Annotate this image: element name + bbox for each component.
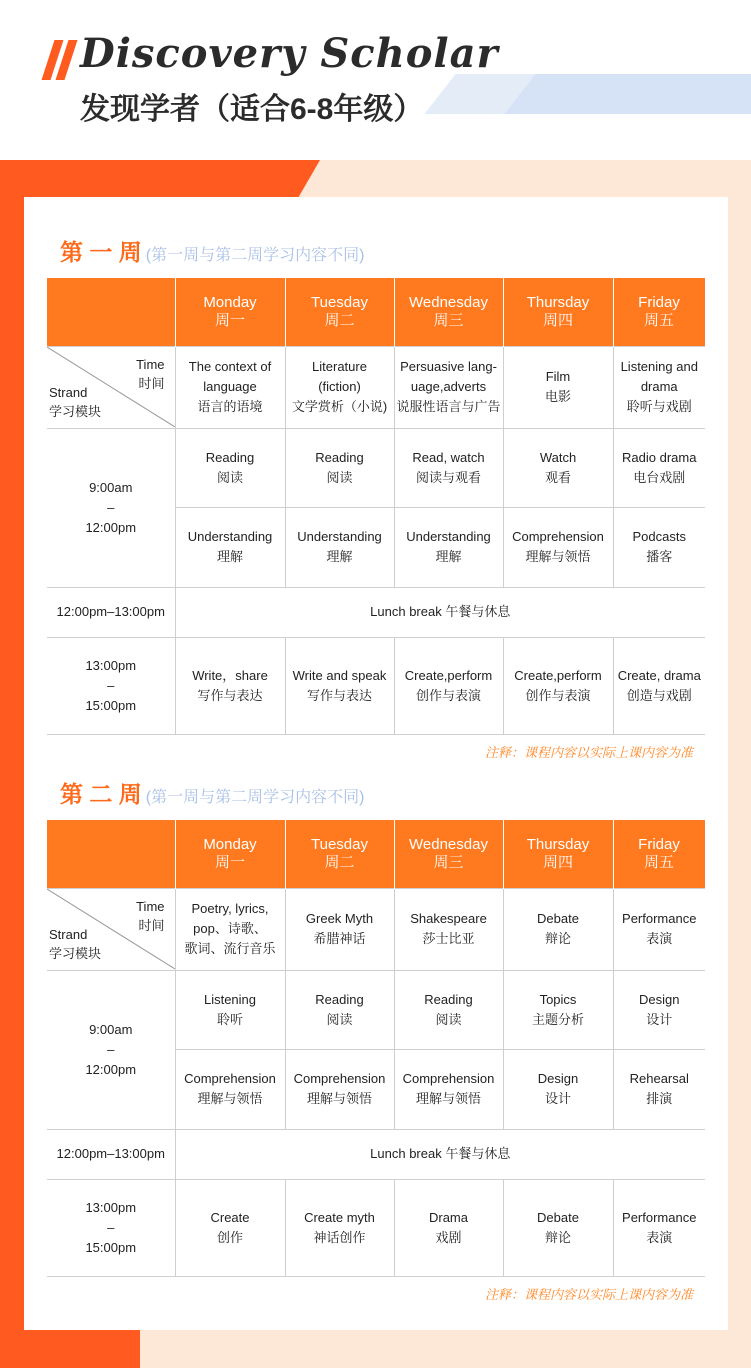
day-header-thursday [503,278,613,346]
cell-line: Understanding [187,529,273,544]
strand-row [47,888,705,970]
cell-line: 阅读 [326,469,353,485]
cell-line: 辩论 [544,931,571,946]
day-cn: 周二 [324,853,355,871]
day-en: Monday [203,293,257,311]
cell-line: 9:00am [89,1021,133,1037]
cell-line: Comprehension [184,1071,276,1086]
strand-cell [175,888,285,970]
cell-line: Greek Myth [305,911,374,926]
corner-strand-cn: 学习模块 [49,946,102,961]
corner-time-en: Time [136,899,165,914]
cell-line: 理解 [216,549,243,564]
lunch-label: Lunch break 午餐与休息 [175,587,705,637]
cell-line: 12:00pm [85,519,137,535]
cell-line: 设计 [646,1011,673,1027]
cell-line: 写作与表达 [197,687,263,703]
cell-line: 说服性语言与广告 [396,399,501,414]
corner-strand-en: Strand [49,385,88,400]
day-header-thursday [503,820,613,888]
day-header-friday [613,278,705,346]
afternoon-time [47,637,175,734]
cell-line: Understanding [406,529,491,544]
cell-line: The context of [188,359,272,374]
cell-line: 聆听与戏剧 [626,399,692,414]
day-en: Thursday [526,835,590,853]
cell-line: Write and speak [292,667,387,683]
week-title [60,234,364,267]
cell-line: 阅读 [326,1011,353,1027]
day-cn: 周一 [214,853,245,871]
cell-line: Create,perform [514,667,602,683]
cell-line: 创作与表演 [525,687,591,703]
activity-cell [394,970,503,1049]
cell-line: Topics [539,991,577,1007]
corner-time-cn: 时间 [138,918,165,933]
week-title-text: 第 二 周 [60,781,142,807]
morning-row-1 [47,970,705,1049]
cell-line: Comprehension [512,529,604,544]
day-header-tuesday [285,820,394,888]
cell-line: 表演 [646,931,673,946]
corner-strand [49,925,101,963]
corner-time [136,897,164,935]
day-en: Friday [638,835,680,853]
schedule-table [47,820,706,1277]
cell-line: Read, watch [412,449,485,465]
cell-line: Persuasive lang- [400,359,497,374]
cell-line: 希腊神话 [313,931,366,946]
decor-bars [44,40,78,80]
day-en: Friday [638,293,680,311]
cell-line: 理解 [326,549,353,564]
cell-line: – [107,1041,115,1057]
cell-line: Watch [539,449,577,465]
activity-cell [613,428,705,507]
cell-line: Poetry, lyrics, [191,901,269,916]
cell-line: 文学赏析（小说) [291,399,388,414]
page-title-cn: 发现学者（适合6-8年级） [80,93,424,126]
page-title-en: Discovery Scholar [80,30,499,77]
footnote: 注释：课程内容以实际上课内容为准 [484,745,693,760]
cell-line: 阅读 [435,1011,462,1027]
cell-line: Write，share [192,667,268,683]
day-cn: 周五 [643,853,674,871]
cell-line: 电台戏剧 [633,469,686,485]
lunch-row [47,587,705,637]
strand-row [47,346,705,428]
cell-line: (fiction) [318,379,361,394]
cell-line: Create, drama [617,667,701,683]
day-en: Monday [203,835,257,853]
morning-row-1 [47,428,705,507]
background-orange-corner [177,160,320,200]
activity-cell [175,1179,285,1276]
day-cn: 周四 [542,311,573,329]
background-bottom-left [0,1330,140,1368]
cell-line: 戏剧 [435,1229,462,1245]
corner-strand-cn: 学习模块 [49,404,102,419]
cell-line: – [107,499,115,515]
strand-cell [394,346,503,428]
activity-cell [394,507,503,587]
cell-line: 12:00pm [85,1061,137,1077]
week-subtitle: (第一周与第二周学习内容不同) [145,789,365,806]
cell-line: Comprehension [402,1071,495,1086]
activity-cell [394,1049,503,1129]
day-header-monday [175,278,285,346]
corner-time-cn: 时间 [138,376,165,391]
cell-line: 13:00pm [85,1199,137,1215]
cell-line: 理解与领悟 [415,1091,481,1106]
cell-line: Comprehension [293,1071,386,1086]
afternoon-time [47,1179,175,1276]
cell-line: 写作与表达 [306,687,372,703]
corner-strand-en: Strand [49,927,88,942]
cell-line: Rehearsal [629,1071,689,1086]
day-en: Tuesday [311,835,368,853]
cell-line: Drama [428,1209,468,1225]
decor-stripe [504,74,751,114]
cell-line: 莎士比亚 [422,931,475,946]
cell-line: Podcasts [632,529,686,544]
cell-line: Understanding [297,529,382,544]
cell-line: Create myth [304,1209,375,1225]
cell-line: Reading [424,991,473,1007]
strand-cell [503,346,613,428]
cell-line: 排演 [646,1091,673,1106]
week-subtitle: (第一周与第二周学习内容不同) [145,247,365,264]
cell-line: – [107,677,115,693]
day-en: Tuesday [311,293,368,311]
page-header [0,0,751,160]
cell-line: Reading [205,449,255,465]
cell-line: Design [639,991,680,1007]
day-en: Thursday [526,293,590,311]
day-header-row [47,278,705,346]
strand-cell [613,888,705,970]
activity-cell [613,637,705,734]
activity-cell [394,637,503,734]
cell-line: 设计 [544,1091,571,1106]
activity-cell [285,637,394,734]
cell-line: Shakespeare [410,911,487,926]
lunch-time: 12:00pm–13:00pm [47,587,175,637]
cell-line: Create [210,1209,250,1225]
cell-line: 语言的语境 [197,399,263,414]
cell-line: Literature [312,359,367,374]
activity-cell [394,428,503,507]
morning-time [47,970,175,1129]
header-blank [47,820,175,888]
cell-line: 理解 [435,549,462,564]
cell-line: – [107,1219,115,1235]
activity-cell [613,1179,705,1276]
cell-line: Performance [622,911,697,926]
day-cn: 周一 [214,311,245,329]
activity-cell [503,1179,613,1276]
activity-cell [503,507,613,587]
activity-cell [285,507,394,587]
cell-line: 歌词、流行音乐 [184,941,276,956]
cell-line: 创造与戏剧 [626,687,692,703]
cell-line: Reading [315,449,364,465]
day-header-wednesday [394,820,503,888]
activity-cell [394,1179,503,1276]
cell-line: 创作与表演 [415,687,481,703]
cell-line: 理解与领悟 [306,1091,372,1106]
day-header-tuesday [285,278,394,346]
week-title [60,776,364,809]
cell-line: Design [537,1071,579,1086]
footnote: 注释：课程内容以实际上课内容为准 [484,1287,693,1302]
strand-cell [394,888,503,970]
activity-cell [175,637,285,734]
activity-cell [285,1049,394,1129]
cell-line: 聆听 [216,1011,243,1027]
day-cn: 周五 [643,311,674,329]
activity-cell [503,1049,613,1129]
strand-cell [503,888,613,970]
corner-time-en: Time [136,357,165,372]
cell-line: Listening and [620,359,698,374]
activity-cell [175,970,285,1049]
cell-line: Performance [622,1209,697,1225]
activity-cell [175,428,285,507]
cell-line: Film [545,369,571,384]
day-cn: 周二 [324,311,355,329]
week-title-text: 第 一 周 [60,239,142,265]
cell-line: 创作 [216,1229,243,1245]
cell-line: Debate [537,911,579,926]
activity-cell [503,637,613,734]
activity-cell [613,970,705,1049]
activity-cell [503,970,613,1049]
activity-cell [613,507,705,587]
corner-time [136,355,164,393]
lunch-row [47,1129,705,1179]
cell-line: 播客 [646,549,673,564]
strand-cell [175,346,285,428]
cell-line: 电影 [544,389,571,404]
afternoon-row [47,1179,705,1276]
strand-cell [285,888,394,970]
strand-cell [613,346,705,428]
corner-strand [49,383,101,421]
activity-cell [503,428,613,507]
cell-line: 观看 [544,469,571,485]
cell-line: 15:00pm [85,697,137,713]
cell-line: 15:00pm [85,1239,137,1255]
schedule-table [47,278,706,735]
cell-line: 神话创作 [313,1229,366,1245]
cell-line: 9:00am [89,479,133,495]
cell-line: pop、诗歌、 [193,921,267,936]
cell-line: 阅读 [216,469,243,485]
cell-line: Radio drama [622,449,697,465]
activity-cell [613,1049,705,1129]
day-header-wednesday [394,278,503,346]
day-cn: 周四 [542,853,573,871]
cell-line: 辩论 [544,1229,571,1245]
cell-line: Create,perform [404,667,493,683]
cell-line: 表演 [646,1229,673,1245]
activity-cell [285,428,394,507]
corner-cell [47,346,175,428]
cell-line: drama [640,379,678,394]
cell-line: 13:00pm [85,657,137,673]
day-cn: 周三 [433,311,464,329]
day-header-row [47,820,705,888]
cell-line: 理解与领悟 [525,549,591,564]
day-cn: 周三 [433,853,464,871]
cell-line: 主题分析 [531,1011,584,1027]
cell-line: language [203,379,257,394]
cell-line: 理解与领悟 [197,1091,263,1106]
day-header-monday [175,820,285,888]
cell-line: uage,adverts [410,379,487,394]
cell-line: Debate [537,1209,579,1225]
strand-cell [285,346,394,428]
corner-cell [47,888,175,970]
lunch-label: Lunch break 午餐与休息 [175,1129,705,1179]
cell-line: Listening [203,991,257,1007]
lunch-time: 12:00pm–13:00pm [47,1129,175,1179]
activity-cell [285,1179,394,1276]
activity-cell [285,970,394,1049]
morning-time [47,428,175,587]
afternoon-row [47,637,705,734]
activity-cell [175,507,285,587]
day-header-friday [613,820,705,888]
activity-cell [175,1049,285,1129]
cell-line: Reading [315,991,364,1007]
header-blank [47,278,175,346]
day-en: Wednesday [409,835,488,853]
cell-line: 阅读与观看 [415,469,481,485]
day-en: Wednesday [409,293,488,311]
